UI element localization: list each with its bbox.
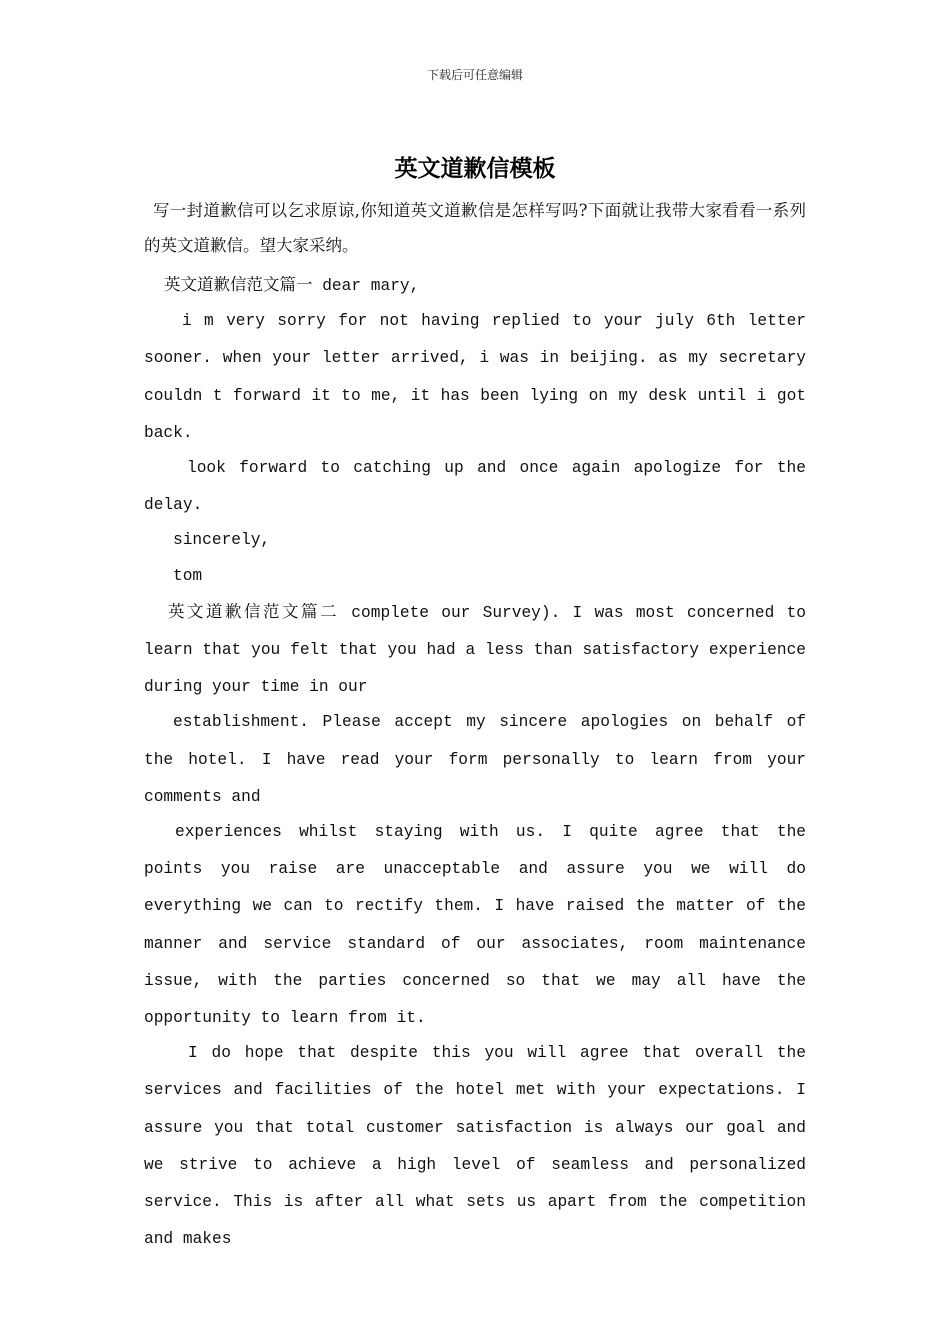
sample1-signature: tom bbox=[173, 566, 203, 585]
sample1-paragraph-1: i m very sorry for not having replied to your july 6th letter sooner. when your letter arrived, i was in beijing. as my secretary couldn t forward it to me, it has been lying on my desk until i got back. bbox=[144, 312, 806, 442]
intro-paragraph: 写一封道歉信可以乞求原谅,你知道英文道歉信是怎样写吗?下面就让我带大家看看一系列的英文道歉信。望大家采纳。 bbox=[144, 201, 806, 255]
sample2-paragraph-1: complete our Survey). I was most concerned to learn that you felt that you had a less than satisfactory experience during your time in our bbox=[144, 603, 806, 697]
sample1-paragraph-2: look forward to catching up and once again apologize for the delay. bbox=[144, 459, 806, 515]
sample1-heading-line bbox=[144, 266, 806, 305]
sample2-paragraph-2: establishment. Please accept my sincere apologies on behalf of the hotel. I have read your form personally to learn from your comments and bbox=[144, 713, 806, 806]
sample2-heading: 英文道歉信范文篇二 bbox=[168, 601, 340, 621]
sample1-greeting: dear mary, bbox=[312, 277, 420, 295]
document-body bbox=[144, 193, 806, 1258]
document-title: 英文道歉信模板 bbox=[394, 155, 556, 182]
sample2-heading-line bbox=[144, 593, 806, 707]
sample2-paragraph-3: experiences whilst staying with us. I quite agree that the points you raise are unacceptable and assure you we will do everything we can to rectify them. I have raised the matter of the manner and service standard of our associates, room maintenance issue, with the parties concerned so that we may all have the opportunity to learn from it. bbox=[144, 823, 806, 1028]
sample1-closing: sincerely, bbox=[173, 531, 271, 550]
sample1-heading: 英文道歉信范文篇一 bbox=[164, 275, 313, 294]
sample2-paragraph-4: I do hope that despite this you will agree that overall the services and facilities of the hotel met with your expectations. I assure you that total customer satisfaction is always our goal and we strive to achieve a high level of seamless and personalized service. This is after all what sets us apart from the competition and makes bbox=[144, 1044, 806, 1249]
page-header-note: 下载后可任意编辑 bbox=[426, 68, 523, 82]
